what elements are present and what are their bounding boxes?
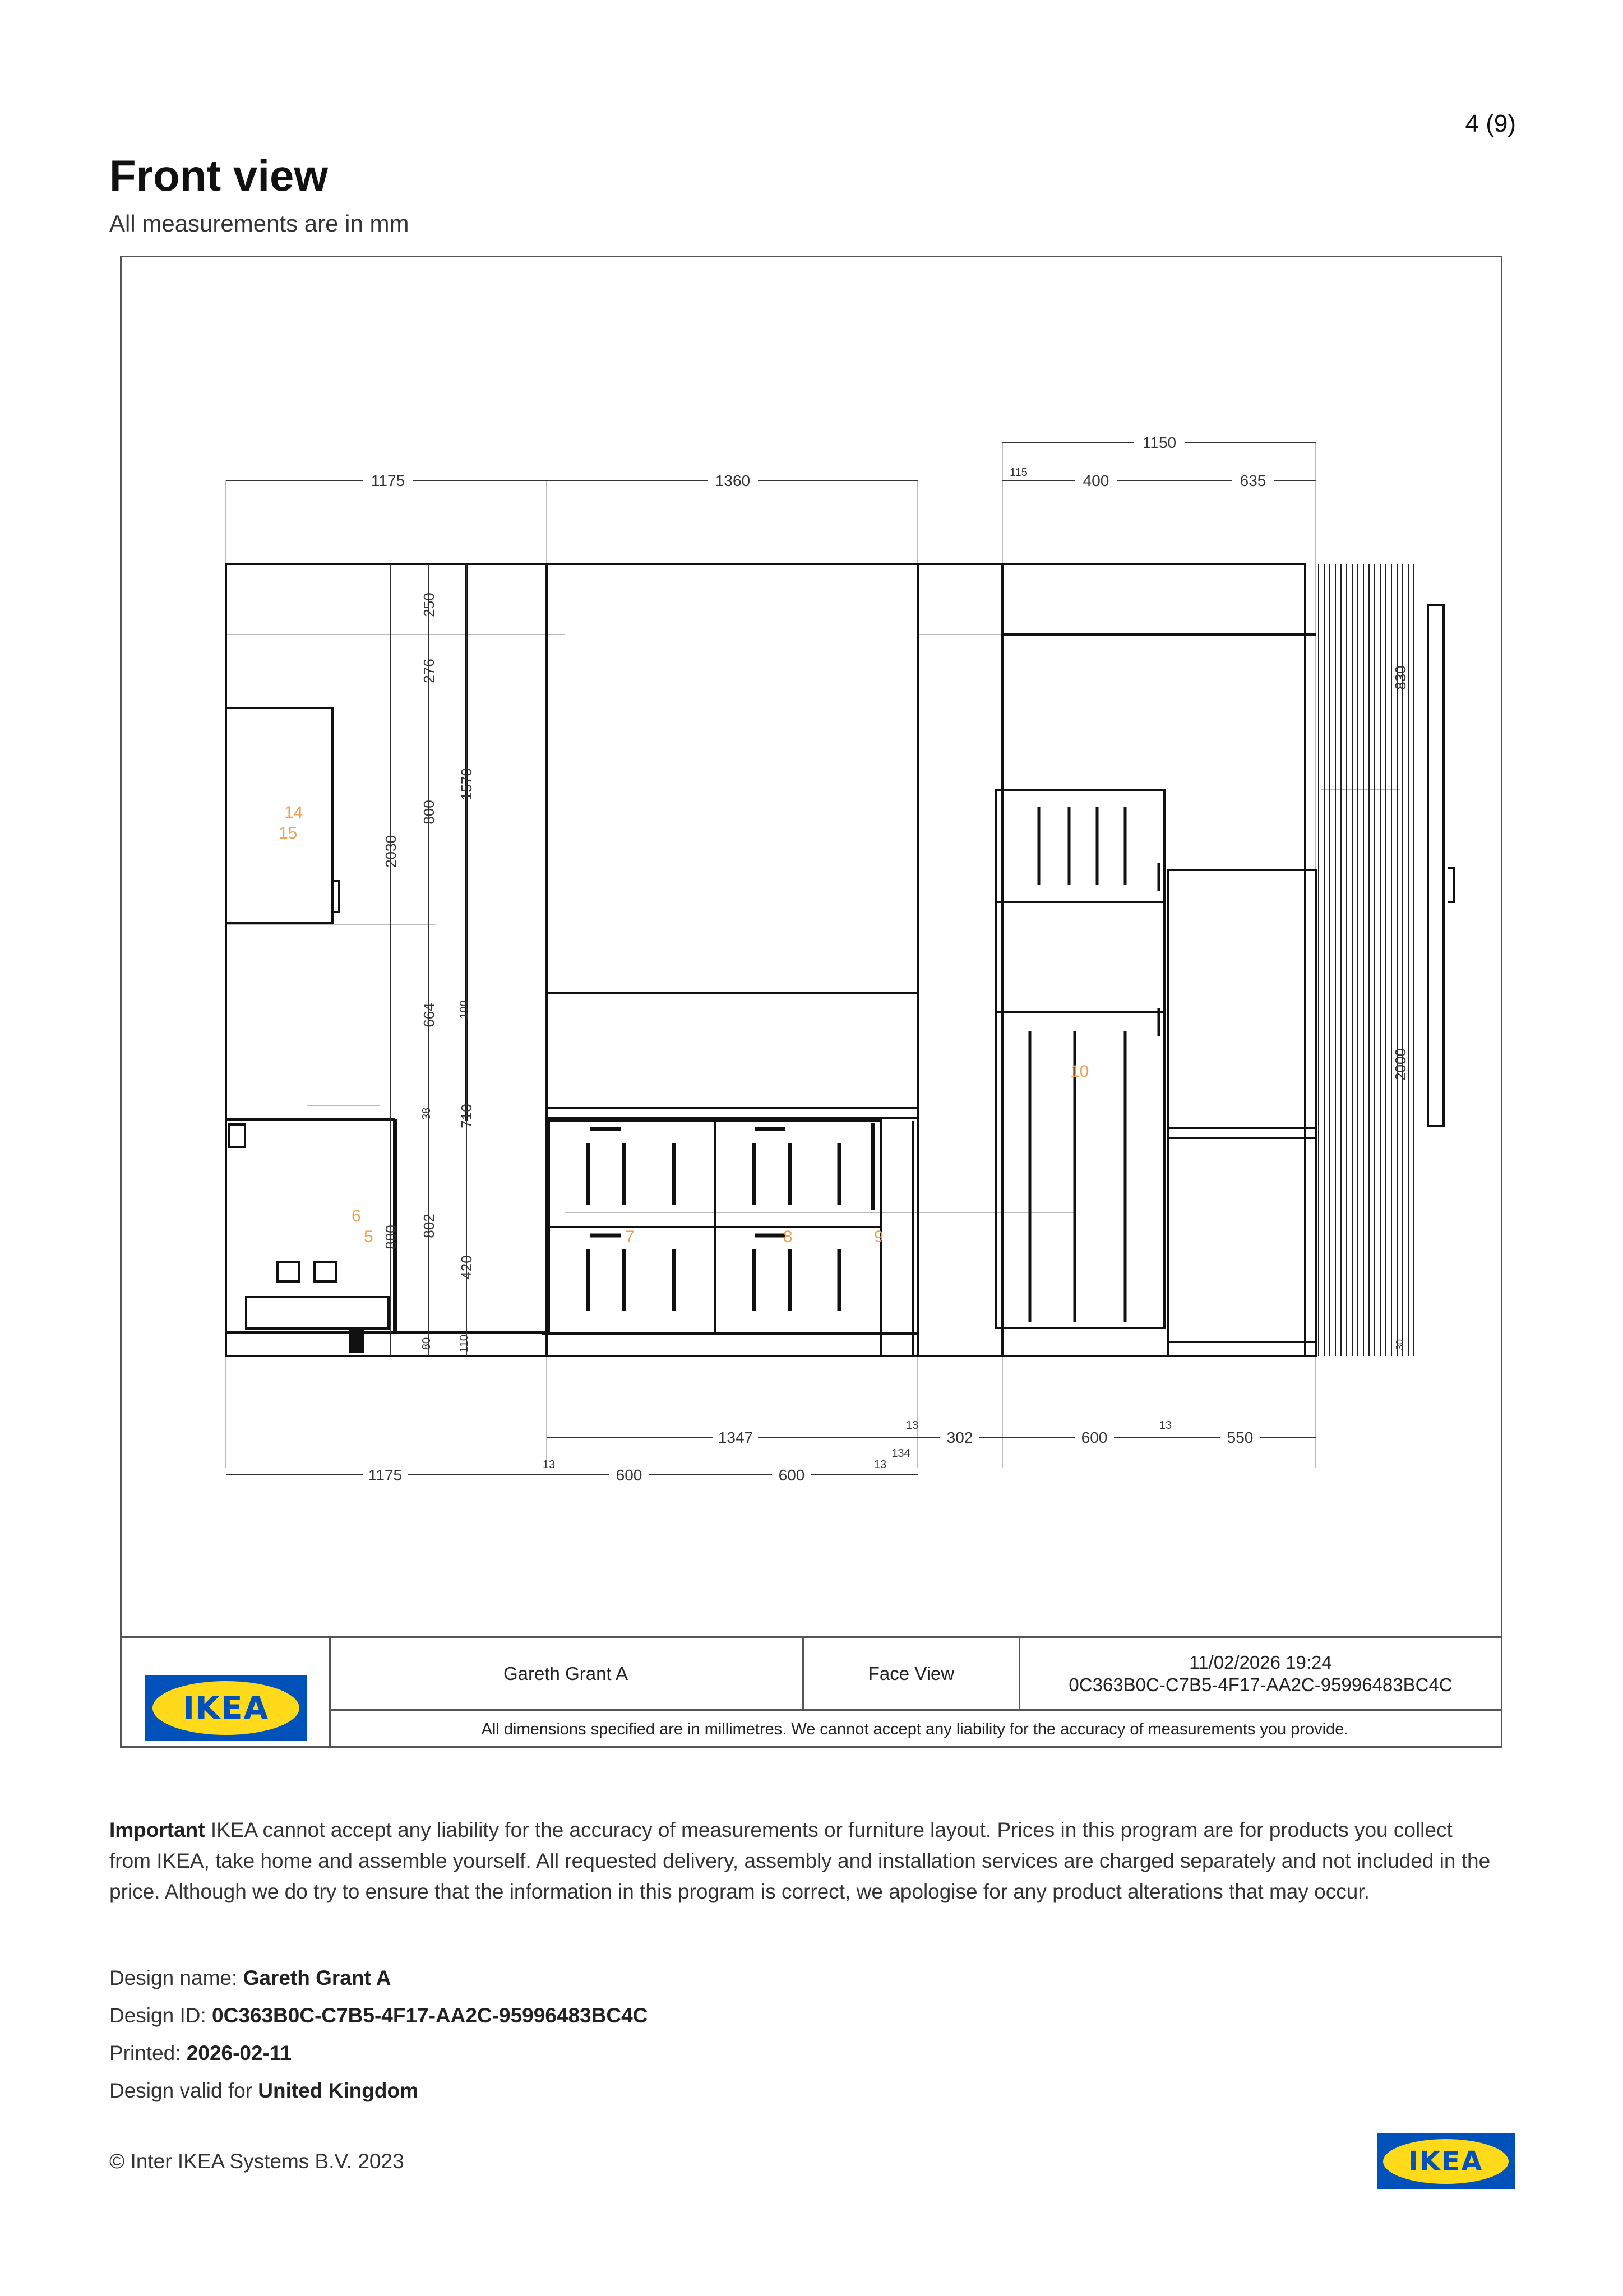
dim-v-2030: 2030 xyxy=(382,835,399,868)
title-block-view-name: Face View xyxy=(804,1638,1020,1711)
dim-bottom-13a: 13 xyxy=(905,1419,919,1432)
item-label-14: 14 xyxy=(284,803,303,822)
dim-v-800: 800 xyxy=(420,800,437,825)
dim-bottom-13b: 13 xyxy=(1159,1419,1172,1432)
drawing-frame xyxy=(120,256,1502,1748)
dim-v-100: 100 xyxy=(458,1000,470,1019)
title-block-timestamp: 11/02/2026 19:24 xyxy=(1189,1651,1332,1673)
item-label-5: 5 xyxy=(364,1228,373,1246)
dimension-labels xyxy=(122,257,1501,1636)
dim-v-276: 276 xyxy=(420,659,437,683)
notice-body: IKEA cannot accept any liability for the accuracy of measurements or furniture layout. Prices in this program are for products you collect from IKEA, take home and assemble yourself. All requested delivery, assembly and installation services are charged separately and not included in the price. Although we do try to ensure that the information in this program is correct, we apologise for any product alterations that may occur. xyxy=(109,1818,1491,1903)
dim-top-115: 115 xyxy=(1010,466,1028,479)
footer-ikea-logo: IKEA xyxy=(1377,2133,1515,2189)
dim-bottom-302: 302 xyxy=(946,1429,973,1446)
dim-v-38: 38 xyxy=(420,1107,433,1121)
dim-bottom-13c: 13 xyxy=(542,1459,556,1471)
meta-valid-for: Design valid for United Kingdom xyxy=(109,2079,418,2102)
meta-printed: Printed: 2026-02-11 xyxy=(109,2042,292,2064)
item-label-7: 7 xyxy=(625,1228,635,1246)
item-label-6: 6 xyxy=(352,1207,361,1225)
item-label-8: 8 xyxy=(783,1228,793,1246)
copyright: © Inter IKEA Systems B.V. 2023 xyxy=(109,2150,404,2173)
page-number: 4 (9) xyxy=(1465,110,1516,137)
dim-v-1570: 1570 xyxy=(458,768,475,800)
notice-lead: Important xyxy=(109,1818,205,1841)
important-notice xyxy=(109,1814,1500,1907)
dim-v-110: 110 xyxy=(458,1335,470,1353)
meta-design-name: Design name: Gareth Grant A xyxy=(109,1966,391,1989)
dim-v-664: 664 xyxy=(420,1003,437,1027)
title-block-disclaimer: All dimensions specified are in millimetres. We cannot accept any liability for the accuracy of measurements you provide. xyxy=(481,1720,1349,1738)
title-block-design-name: Gareth Grant A xyxy=(329,1638,804,1711)
dim-bottom-600b: 600 xyxy=(778,1466,805,1484)
ikea-logo: IKEA xyxy=(145,1675,307,1741)
dim-bottom-600: 600 xyxy=(1081,1429,1108,1446)
title-block-stamp xyxy=(1020,1638,1501,1711)
page-subtitle: All measurements are in mm xyxy=(109,210,409,237)
title-block-design-id: 0C363B0C-C7B5-4F17-AA2C-95996483BC4C xyxy=(1069,1674,1453,1695)
dim-bottom-1347: 1347 xyxy=(718,1429,753,1446)
page-title: Front view xyxy=(109,151,329,200)
dim-v-420: 420 xyxy=(458,1255,475,1280)
dim-v-2000: 2000 xyxy=(1392,1048,1409,1081)
dim-top-1360: 1360 xyxy=(715,472,751,489)
dim-v-30: 30 xyxy=(1394,1339,1405,1351)
dim-bottom-13d: 13 xyxy=(873,1459,887,1471)
dim-v-80: 80 xyxy=(420,1337,433,1350)
dim-bottom-550: 550 xyxy=(1227,1429,1254,1446)
title-block xyxy=(122,1636,1501,1748)
dim-v-250: 250 xyxy=(420,592,437,617)
dim-bottom-134: 134 xyxy=(891,1447,910,1460)
dim-v-880: 880 xyxy=(382,1225,399,1249)
dim-bottom-600a: 600 xyxy=(616,1466,642,1484)
dim-top-1150: 1150 xyxy=(1142,434,1177,451)
dim-v-830: 830 xyxy=(1392,665,1409,690)
meta-design-id: Design ID: 0C363B0C-C7B5-4F17-AA2C-95996483BC4C xyxy=(109,2004,648,2027)
dim-top-635: 635 xyxy=(1240,472,1266,489)
dim-top-400: 400 xyxy=(1083,472,1109,489)
dim-v-802: 802 xyxy=(420,1214,437,1238)
item-label-9: 9 xyxy=(874,1228,884,1246)
dim-v-710: 710 xyxy=(458,1104,475,1128)
item-label-10: 10 xyxy=(1070,1062,1089,1081)
dim-bottom-1175: 1175 xyxy=(368,1466,403,1484)
dim-top-1175: 1175 xyxy=(371,472,405,489)
item-label-15: 15 xyxy=(279,824,298,843)
title-block-logo-cell xyxy=(122,1638,331,1748)
